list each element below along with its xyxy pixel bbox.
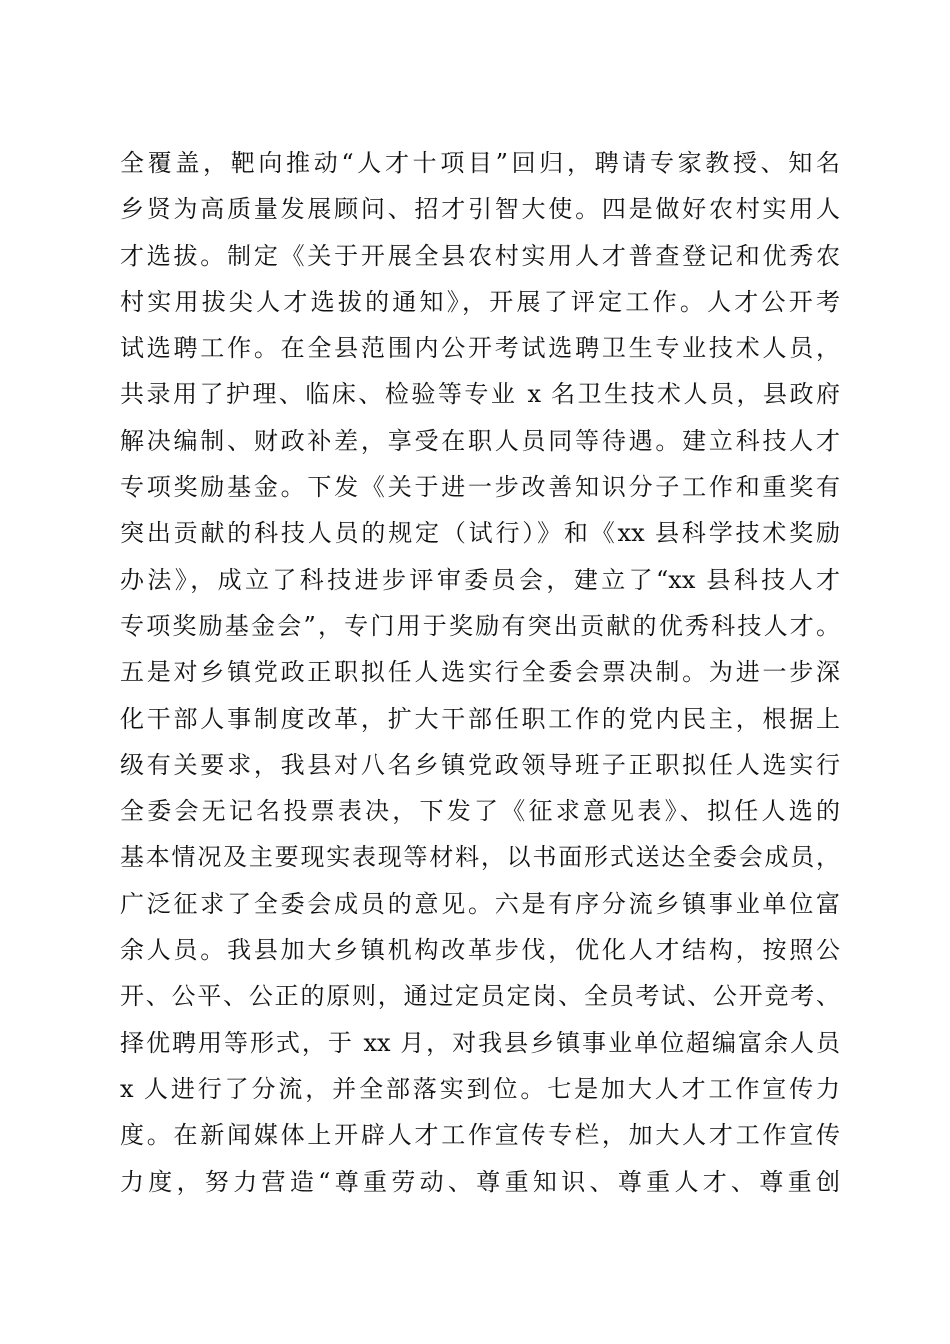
text-line: 乡贤为高质量发展顾问、招才引智大使。四是做好农村实用人 (120, 195, 840, 224)
text-line: 才选拔。制定《关于开展全县农村实用人才普查登记和优秀农 (120, 241, 840, 270)
text-line: 全覆盖，靶向推动“人才十项目”回归，聘请专家教授、知名 (120, 149, 840, 177)
text-line: 专项奖励基金会”，专门用于奖励有突出贡献的优秀科技人才。 (120, 611, 840, 640)
body-text (120, 140, 840, 1205)
text-line: 级有关要求，我县对八名乡镇党政领导班子正职拟任人选实行 (120, 750, 840, 779)
text-line: 试选聘工作。在全县范围内公开考试选聘卫生专业技术人员， (120, 334, 840, 363)
text-line: 办法》，成立了科技进步评审委员会，建立了“xx 县科技人才 (120, 565, 840, 594)
text-line: 力度，努力营造“尊重劳动、尊重知识、尊重人才、尊重创 (120, 1167, 840, 1196)
text-line: 基本情况及主要现实表现等材料，以书面形式送达全委会成员， (120, 843, 840, 872)
text-line: x 人进行了分流，并全部落实到位。七是加大人才工作宣传力 (120, 1074, 840, 1103)
text-line: 共录用了护理、临床、检验等专业 x 名卫生技术人员，县政府 (120, 380, 840, 409)
text-line: 突出贡献的科技人员的规定（试行）》和《xx 县科学技术奖励 (120, 519, 840, 548)
text-line: 广泛征求了全委会成员的意见。六是有序分流乡镇事业单位富 (120, 889, 840, 918)
text-line: 村实用拔尖人才选拔的通知》，开展了评定工作。人才公开考 (120, 287, 840, 316)
text-line: 五是对乡镇党政正职拟任人选实行全委会票决制。为进一步深 (120, 658, 840, 687)
text-line: 度。在新闻媒体上开辟人才工作宣传专栏，加大人才工作宣传 (120, 1121, 840, 1150)
text-line: 化干部人事制度改革，扩大干部任职工作的党内民主，根据上 (120, 704, 840, 733)
text-line: 择优聘用等形式，于 xx 月，对我县乡镇事业单位超编富余人员 (120, 1028, 840, 1057)
text-line: 开、公平、公正的原则，通过定员定岗、全员考试、公开竞考、 (120, 982, 840, 1011)
text-line: 全委会无记名投票表决，下发了《征求意见表》、拟任人选的 (120, 797, 840, 826)
text-line: 余人员。我县加大乡镇机构改革步伐，优化人才结构，按照公 (120, 936, 840, 965)
text-line: 专项奖励基金。下发《关于进一步改善知识分子工作和重奖有 (120, 473, 840, 502)
text-line: 解决编制、财政补差，享受在职人员同等待遇。建立科技人才 (120, 426, 840, 455)
